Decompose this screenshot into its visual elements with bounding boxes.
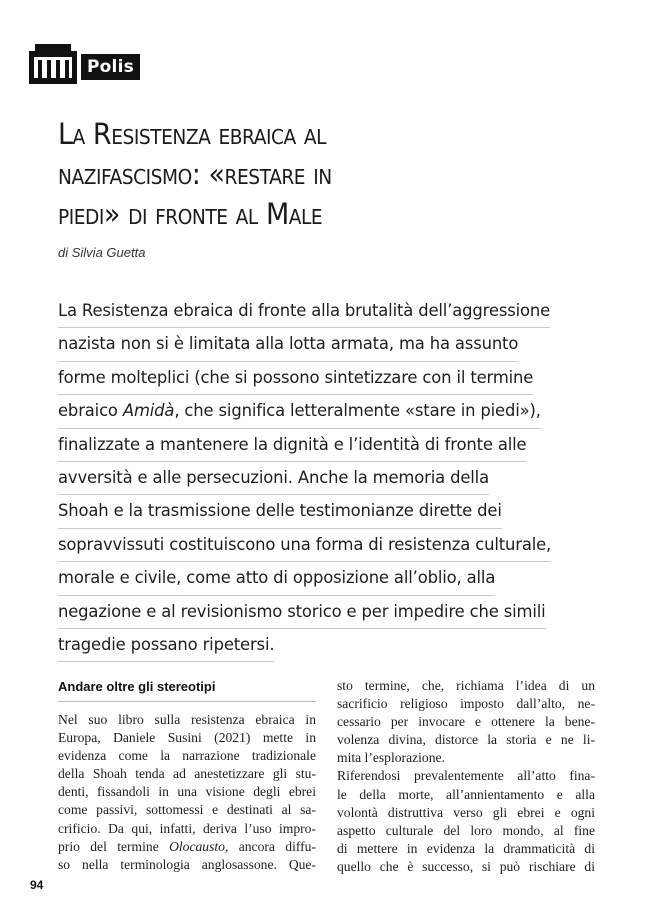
building-columns-icon [28,44,78,84]
left-column [58,678,316,874]
text-run: avversità e alle persecuzioni. Anche la memoria della [58,468,489,488]
abstract-line [58,429,526,462]
text-run: tragedie possano ripetersi. [58,635,275,655]
text-line: Riferendosi prevalentemente all’atto fina- [337,768,595,784]
article-title [58,114,542,234]
text-line [58,729,316,747]
text-line [58,747,316,765]
abstract-line [58,362,533,395]
abstract-line [58,596,546,629]
text-line [58,856,316,874]
abstract-line [58,462,489,495]
right-column [337,677,595,876]
byline: di Silvia Guetta [58,245,146,260]
abstract-line [58,395,541,428]
text-line: volontà distruttiva verso gli ebrei e ogni [337,804,595,820]
text-run: prio del termine [58,838,170,854]
text-run: della Shoah tenda ad anestetizzare gli stu- [58,766,316,782]
title-line: piedi» di fronte al Male [58,197,323,231]
text-line: di mettere in evidenza la drammaticità di [337,840,595,856]
section-tag [28,44,140,84]
text-run: forme molteplici (che si possono sintetizzare con il termine [58,367,534,387]
subheading: Andare oltre gli stereotipi [58,678,316,702]
title-line: nazifascismo: «restare in [58,157,332,191]
text-line [58,801,316,819]
text-run: Europa, Daniele Susini (2021) mette in [58,730,316,746]
italic-term: Amidà [122,401,175,421]
text-run: evidenza come la narrazione tradizionale [58,748,316,764]
text-run: La Resistenza ebraica di fronte alla brutalità dell’aggressione [58,301,551,320]
text-run: crificio. Da qui, infatti, deriva l’uso impro- [58,820,316,836]
text-line: le della morte, all’annientamento e alla [337,786,595,802]
text-line: quello che è successo, si può rischiare di [337,858,595,874]
text-run: , che significa letteralmente «stare in piedi»), [174,401,541,421]
text-line [58,820,316,838]
abstract-line [58,495,502,528]
abstract-line [58,529,551,562]
text-line [58,838,316,856]
text-run: Shoah e la trasmissione delle testimonianze dirette dei [58,501,502,521]
abstract-line [58,295,550,328]
text-line: sacrificio religioso imposto dall’alto, ne- [337,696,595,712]
abstract-line [58,629,274,662]
text-run: so nella terminologia anglosassone. Que- [58,856,316,872]
text-run: negazione e al revisionismo storico e per impedire che simili [58,601,546,621]
text-line [58,711,316,729]
text-line [58,783,316,801]
text-line: volenza divina, distorce la storia e ne li- [337,732,595,748]
section-label: Polis [81,54,140,80]
text-run: nazista non si è limitata alla lotta armata, ma ha assunto [58,334,519,354]
text-line: sto termine, che, richiama l’idea di un [337,678,595,693]
text-run: morale e civile, come atto di opposizione all’oblio, alla [58,568,496,588]
abstract-line [58,562,495,595]
abstract-line [58,328,518,361]
text-line: mita l’esplorazione. [337,750,445,766]
text-run: sopravvissuti costituiscono una forma di resistenza culturale, [58,534,552,554]
text-run: Nel suo libro sulla resistenza ebraica in [58,712,316,727]
text-line [58,765,316,783]
text-run: , ancora diffu- [224,838,316,854]
text-run: denti, fissandoli in una visione degli ebrei [58,784,316,800]
text-line: cessario per invocare e ottenere la bene- [337,714,595,730]
abstract [58,295,558,662]
text-run: finalizzate a mantenere la dignità e l’identità di fronte alle [58,434,527,454]
left-column-body [58,711,316,874]
text-line: aspetto culturale del loro mondo, al fine [337,822,595,838]
title-line: La Resistenza ebraica al [58,117,327,151]
text-run: come passivi, sottomessi e destinati al sa- [58,802,316,818]
italic-term: Olocausto [169,838,225,854]
page-number: 94 [30,878,44,892]
text-run: ebraico [58,401,123,421]
